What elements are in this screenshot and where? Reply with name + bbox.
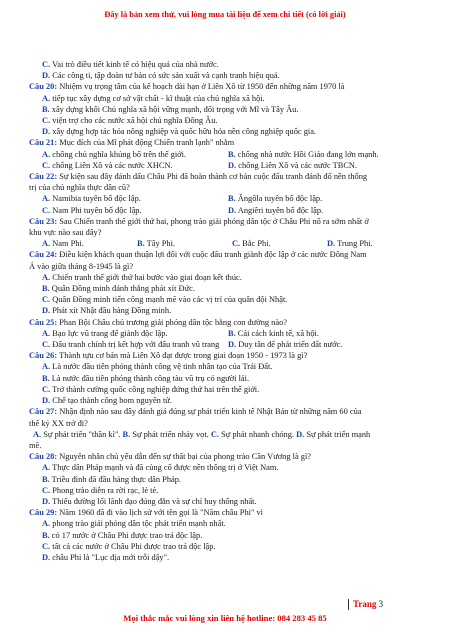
option-line: C. Quân Đồng minh tiến công mạnh mẽ vào các vị trí của quân đội Nhật.: [42, 295, 288, 305]
option-line: B. xây dựng khối Chủ nghĩa xã hội vững mạnh, đối trọng với Mĩ và Tây Âu.: [42, 104, 299, 114]
question-22: Câu 22: Sự kiện sau đây đánh dấu Châu Phi đã hoàn thành cơ bản cuộc đấu tranh đánh đổ nền thống: [29, 172, 368, 182]
page-value: 3: [378, 599, 384, 609]
option-line: C. tất cả các nước ở Châu Phi được trao trả độc lập.: [42, 541, 216, 551]
question-28: Câu 28: Nguyên nhân chủ yếu dẫn đến sự thất bại của phong trào Cần Vương là gì?: [29, 452, 311, 462]
question-25: Câu 25: Phan Bội Châu chủ trương giải phóng dân tộc bằng con đường nào?: [29, 317, 287, 327]
option-line: D. Các công ti, tập đoàn tư bản có sức sản xuất và cạnh tranh hiệu quả.: [42, 71, 280, 81]
option-row: A. Sự phát triển "thần kì". B. Sự phát triển nhảy vọt. C. Sự phát nhanh chóng. D. Sự phát triển mạnh: [33, 429, 371, 439]
option-line: C. Phong trào diễn ra rời rạc, lẻ tẻ.: [42, 485, 159, 495]
option-line: C. Vai trò điều tiết kinh tế có hiệu quả của nhà nước.: [42, 60, 219, 69]
option-row: C. chống Liên Xô và các nước XHCN. D. chống Liên Xô và các nước TBCN.: [42, 160, 358, 170]
option-line: B. Quân Đồng minh đánh thắng phát xít Đức.: [42, 284, 195, 294]
question-continuation: khu vực nào sau đây?: [29, 228, 102, 238]
option-row: A. Nam Phi. B. Tây Phi. C. Bắc Phi. D. Trung Phi.: [42, 239, 373, 249]
question-continuation: Á vào giữa tháng 8-1945 là gì?: [29, 261, 134, 271]
option-line: B. Là nước đầu tiên phóng thành công tàu vũ trụ có người lái.: [42, 373, 250, 383]
option-line: A. Chiến tranh thế giới thứ hai bước vào giai đoạn kết thúc.: [42, 272, 242, 282]
option-continuation: mẽ.: [29, 440, 42, 450]
option-row: A. Bạo lực vũ trang để giành độc lập. B. Cải cách kinh tế, xã hội.: [42, 328, 319, 338]
option-row: A. Namibia tuyên bố độc lập. B. Ăngôla tuyên bố độc lập.: [42, 194, 323, 204]
option-line: D. Chế tạo thành công bom nguyên tử.: [42, 396, 172, 406]
question-20: Câu 20: Nhiệm vụ trọng tâm của kế hoạch dài hạn ở Liên Xô từ 1950 đến những năm 1970 là: [29, 82, 345, 92]
page-label: Trang: [353, 599, 377, 609]
hotline-footer: Mọi thắc mắc vui lòng xin liên hệ hotline: 084 283 45 85: [123, 613, 327, 623]
question-27: Câu 27: Nhận định nào sau đây đánh giá đúng sự phát triển kinh tế Nhật Bản từ những năm 60 của: [29, 407, 362, 417]
question-26: Câu 26: Thành tựu cơ bản mà Liên Xô đạt được trong giai đoạn 1950 - 1973 là gì?: [29, 351, 308, 361]
document-body: [29, 59, 424, 563]
preview-banner: Đây là bản xem thử, vui lòng mua tài liệu để xem chi tiết (có lời giải): [104, 10, 346, 19]
option-line: B. Triều đình đã đầu hàng thực dân Pháp.: [42, 474, 182, 484]
option-line: D. Thiếu đường lối lãnh đạo đúng đắn và sự chỉ huy thống nhất.: [42, 496, 257, 506]
option-line: C. viện trợ cho các nước xã hội chủ nghĩa Đông Âu.: [42, 116, 218, 126]
option-line: A. tiếp tục xây dựng cơ sở vật chất - kĩ thuật của chủ nghĩa xã hội.: [42, 93, 265, 103]
option-row: C. Nam Phi tuyên bố độc lập. D. Angiêri tuyên bố độc lập.: [42, 205, 324, 215]
option-row: A. chống chủ nghĩa khủng bố trên thế giới. B. chống nhà nước Hồi Giáo đang lớn mạnh.: [42, 149, 379, 159]
question-continuation: thế kỷ XX trở đi?: [29, 418, 88, 428]
option-line: D. châu Phi là "Lục địa mới trỗi dậy".: [42, 552, 170, 562]
option-line: D. Phát xít Nhật đầu hàng Đồng minh.: [42, 306, 172, 316]
question-21: Câu 21: Mục đích của Mĩ phát động Chiến tranh lạnh" nhằm: [29, 138, 235, 148]
page-number: [348, 599, 383, 610]
option-line: A. Thực dân Pháp mạnh và đã củng cố được nền thống trị ở Việt Nam.: [42, 463, 279, 473]
question-29: Câu 29: Năm 1960 đã đi vào lịch sử với tên gọi là "Năm châu Phi" vì: [29, 508, 263, 518]
question-24: Câu 24: Điều kiện khách quan thuận lợi đối với cuộc đấu tranh giành độc lập ở các nước Đông Nam: [29, 250, 367, 260]
option-line: C. Trở thành cường quốc công nghiệp đứng thứ hai trên thế giới.: [42, 384, 260, 394]
option-row: C. Đấu tranh chính trị kết hợp với đấu tranh vũ trang D. Duy tân để phát triển đất nước.: [42, 340, 343, 350]
option-line: A. phong trào giải phóng dân tộc phát triển mạnh nhất.: [42, 519, 226, 529]
option-line: D. xây dựng hợp tác hóa nông nghiệp và quốc hữu hóa nền công nghiệp quốc gia.: [42, 127, 317, 137]
option-line: B. có 17 nước ở Châu Phi được trao trả độc lập.: [42, 530, 203, 540]
question-continuation: trị của chủ nghĩa thực dân cũ?: [29, 183, 130, 193]
question-23: Câu 23: Sau Chiến tranh thế giới thứ hai, phong trào giải phóng dân tộc ở Châu Phi nổ ra sớm nhất ở: [29, 216, 369, 226]
option-line: A. Là nước đầu tiên phóng thành công vệ tinh nhân tạo của Trái Đất.: [42, 362, 273, 372]
